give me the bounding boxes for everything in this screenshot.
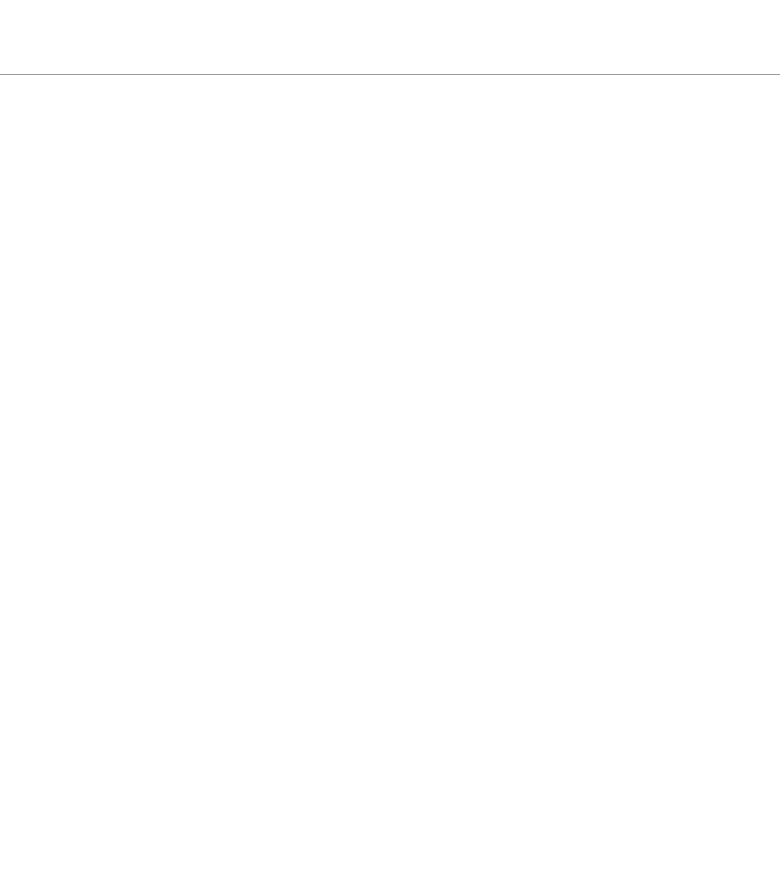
table-header (0, 0, 780, 75)
continued-note (0, 76, 780, 90)
